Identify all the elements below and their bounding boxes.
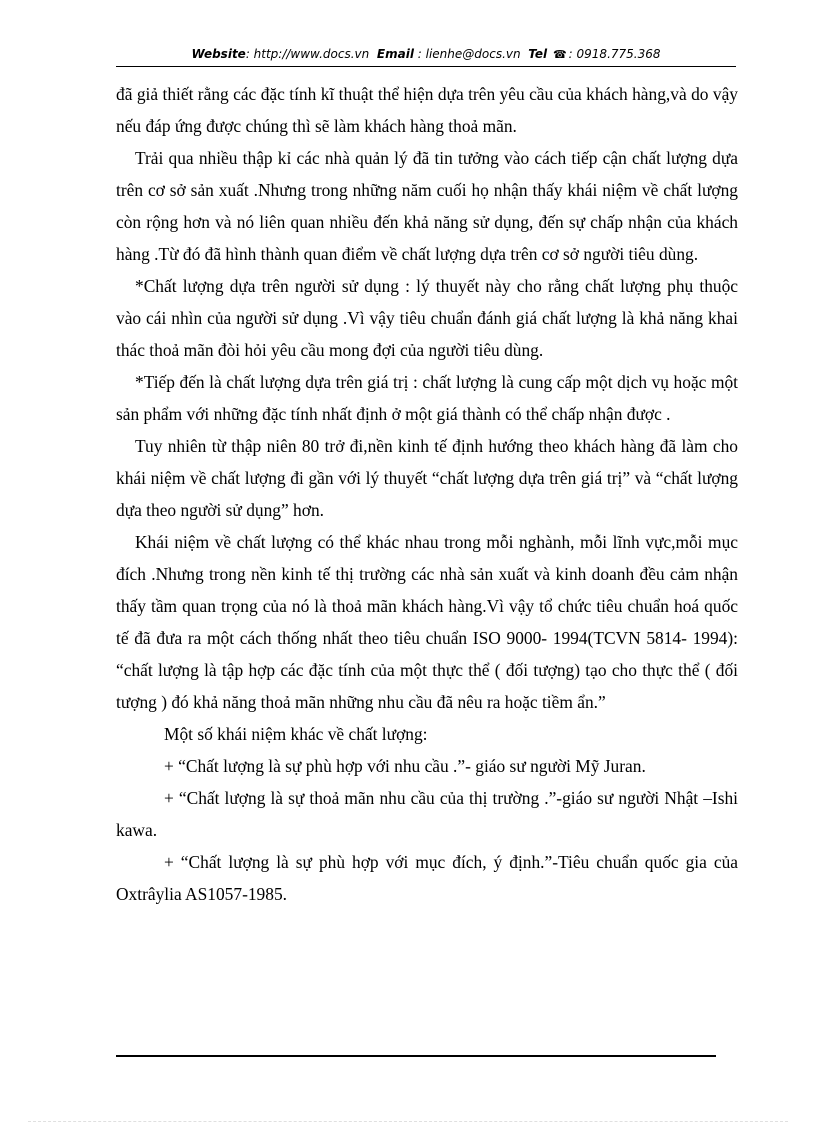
paragraph: *Chất lượng dựa trên người sử dụng : lý thuyết này cho rằng chất lượng phụ thuộc vào cái nhìn của người sử dụng .Vì vậy tiêu chuẩn đánh giá chất lượng là khả năng khai thác thoả mãn đòi hỏi yêu cầu mong đợi của người tiêu dùng. — [116, 276, 738, 360]
paragraph: Tuy nhiên từ thập niên 80 trở đi,nền kinh tế định hướng theo khách hàng đã làm cho khái niệm về chất lượng đi gần với lý thuyết “chất lượng dựa trên giá trị” và “chất lượng dựa theo người sử dụng” hơn. — [116, 436, 738, 520]
phone-icon: ☎ — [552, 48, 567, 61]
page-header — [116, 44, 736, 67]
email-value: : lienhe@docs.vn — [417, 47, 521, 61]
paragraph: Một số khái niệm khác về chất lượng: — [164, 724, 428, 744]
page-edge-divider — [28, 1121, 788, 1122]
tel-value: : 0918.775.368 — [568, 47, 661, 61]
list-item: + “Chất lượng là sự phù hợp với mục đích, ý định.”-Tiêu chuẩn quốc gia của Oxtrâylia AS1057-1985. — [116, 852, 738, 904]
website-value: : http://www.docs.vn — [245, 47, 370, 61]
paragraph: Khái niệm về chất lượng có thể khác nhau trong mỗi nghành, mỗi lĩnh vực,mỗi mục đích .Nhưng trong nền kinh tế thị trường các nhà sản xuất và kinh doanh đều cảm nhận thấy tầm quan trọng của nó là thoả mãn khách hàng.Vì vậy tổ chức tiêu chuẩn hoá quốc tế đã đưa ra một cách thống nhất theo tiêu chuẩn ISO 9000- 1994(TCVN 5814- 1994): “chất lượng là tập hợp các đặc tính của một thực thể ( đối tượng) tạo cho thực thể ( đối tượng ) đó khả năng thoả mãn những nhu cầu đã nêu ra hoặc tiềm ẩn.” — [116, 532, 738, 712]
list-item: + “Chất lượng là sự thoả mãn nhu cầu của thị trường .”-giáo sư người Nhật –Ishi kawa. — [116, 788, 738, 840]
paragraph: đã giả thiết rằng các đặc tính kĩ thuật thể hiện dựa trên yêu cầu của khách hàng,và do vậy nếu đáp ứng được chúng thì sẽ làm khách hàng thoả mãn. — [116, 84, 738, 136]
paragraph: *Tiếp đến là chất lượng dựa trên giá trị : chất lượng là cung cấp một dịch vụ hoặc một sản phẩm với những đặc tính nhất định ở một giá thành có thể chấp nhận được . — [116, 372, 738, 424]
paragraph: Trải qua nhiều thập kỉ các nhà quản lý đã tin tưởng vào cách tiếp cận chất lượng dựa trên cơ sở sản xuất .Nhưng trong những năm cuối họ nhận thấy khái niệm về chất lượng còn rộng hơn và nó liên quan nhiều đến khả năng sử dụng, đến sự chấp nhận của khách hàng .Từ đó đã hình thành quan điểm về chất lượng dựa trên cơ sở người tiêu dùng. — [116, 148, 738, 264]
footer-rule — [116, 1055, 716, 1057]
tel-label: Tel — [528, 47, 548, 61]
document-body — [116, 78, 738, 910]
website-label: Website — [191, 47, 246, 61]
list-item: + “Chất lượng là sự phù hợp với nhu cầu .”- giáo sư người Mỹ Juran. — [164, 756, 646, 776]
email-label: Email — [376, 47, 414, 61]
